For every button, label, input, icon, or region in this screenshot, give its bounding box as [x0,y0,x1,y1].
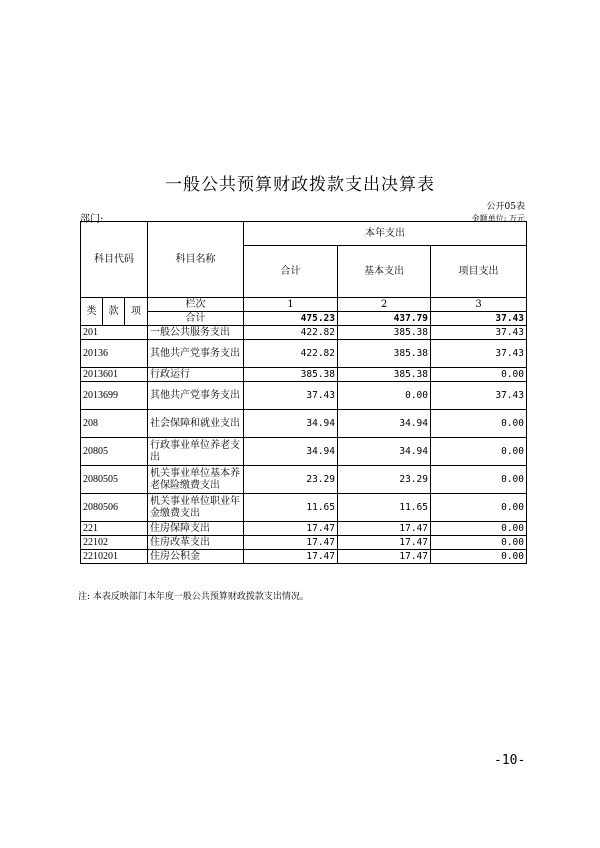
kuan-header: 款 [103,298,125,326]
amount-basic: 17.47 [338,550,431,564]
amount-total: 17.47 [244,522,338,536]
subject-code: 22102 [81,536,148,550]
subject-name: 住房保障支出 [148,522,244,536]
page-title: 一般公共预算财政拨款支出决算表 [165,175,435,195]
table-row [81,536,527,550]
amount-basic: 385.38 [338,340,431,368]
amount-basic: 17.47 [338,522,431,536]
amount-total: 17.47 [244,536,338,550]
total-row-project: 37.43 [431,312,527,326]
column-index-label: 栏次 [148,298,244,312]
table-row [81,438,527,466]
total-row-basic: 437.79 [338,312,431,326]
total-row-label: 合计 [148,312,244,326]
amount-basic: 385.38 [338,326,431,340]
amount-total: 34.94 [244,438,338,466]
amount-total: 34.94 [244,410,338,438]
subject-code: 2080506 [81,494,148,522]
year-expense-header: 本年支出 [244,222,527,246]
amount-total: 385.38 [244,368,338,382]
code-header: 科目代码 [81,222,148,298]
amount-project: 0.00 [431,466,527,494]
name-header: 科目名称 [148,222,244,298]
subject-name: 住房公积金 [148,550,244,564]
xiang-header: 项 [125,298,148,326]
amount-basic: 17.47 [338,536,431,550]
amount-project: 37.43 [431,340,527,368]
amount-total: 17.47 [244,550,338,564]
table-row [81,326,527,340]
amount-project: 0.00 [431,410,527,438]
subject-code: 221 [81,522,148,536]
amount-project: 0.00 [431,368,527,382]
total-column-header: 合计 [244,246,338,298]
amount-project: 0.00 [431,522,527,536]
table-row [81,550,527,564]
project-column-header: 项目支出 [431,246,527,298]
amount-project: 0.00 [431,494,527,522]
basic-column-header: 基本支出 [338,246,431,298]
amount-project: 37.43 [431,382,527,410]
subject-name: 机关事业单位基本养老保险缴费支出 [148,466,244,494]
table-row [81,368,527,382]
table-row [81,382,527,410]
amount-basic: 34.94 [338,410,431,438]
subject-name: 一般公共服务支出 [148,326,244,340]
subject-code: 2210201 [81,550,148,564]
subject-name: 行政运行 [148,368,244,382]
subject-name: 行政事业单位养老支出 [148,438,244,466]
amount-project: 0.00 [431,536,527,550]
table-row [81,494,527,522]
amount-basic: 0.00 [338,382,431,410]
subject-name: 社会保障和就业支出 [148,410,244,438]
unit-label: 金额单位: 万元 [471,214,525,223]
budget-table [80,221,527,564]
page-number: -10- [494,753,526,768]
table-row [81,466,527,494]
footnote: 注: 本表反映部门本年度一般公共预算财政拨款支出情况。 [78,592,309,602]
subject-code: 20805 [81,438,148,466]
amount-project: 37.43 [431,326,527,340]
amount-total: 11.65 [244,494,338,522]
amount-total: 422.82 [244,326,338,340]
total-row-total: 475.23 [244,312,338,326]
amount-project: 0.00 [431,550,527,564]
amount-total: 37.43 [244,382,338,410]
subject-code: 20136 [81,340,148,368]
subject-code: 2013601 [81,368,148,382]
subject-code: 2080505 [81,466,148,494]
subject-code: 208 [81,410,148,438]
column-index-1: 1 [244,298,338,312]
subject-name: 住房改革支出 [148,536,244,550]
amount-total: 422.82 [244,340,338,368]
form-number: 公开05表 [486,202,525,212]
subject-name: 其他共产党事务支出 [148,382,244,410]
amount-basic: 34.94 [338,438,431,466]
subject-code: 2013699 [81,382,148,410]
subject-name: 机关事业单位职业年金缴费支出 [148,494,244,522]
table-row [81,340,527,368]
lei-header: 类 [81,298,103,326]
table-row [81,522,527,536]
amount-basic: 11.65 [338,494,431,522]
table-row [81,410,527,438]
column-index-3: 3 [431,298,527,312]
amount-basic: 385.38 [338,368,431,382]
amount-project: 0.00 [431,438,527,466]
amount-basic: 23.29 [338,466,431,494]
column-index-2: 2 [338,298,431,312]
amount-total: 23.29 [244,466,338,494]
subject-code: 201 [81,326,148,340]
department-label: 部门: [80,214,104,225]
subject-name: 其他共产党事务支出 [148,340,244,368]
